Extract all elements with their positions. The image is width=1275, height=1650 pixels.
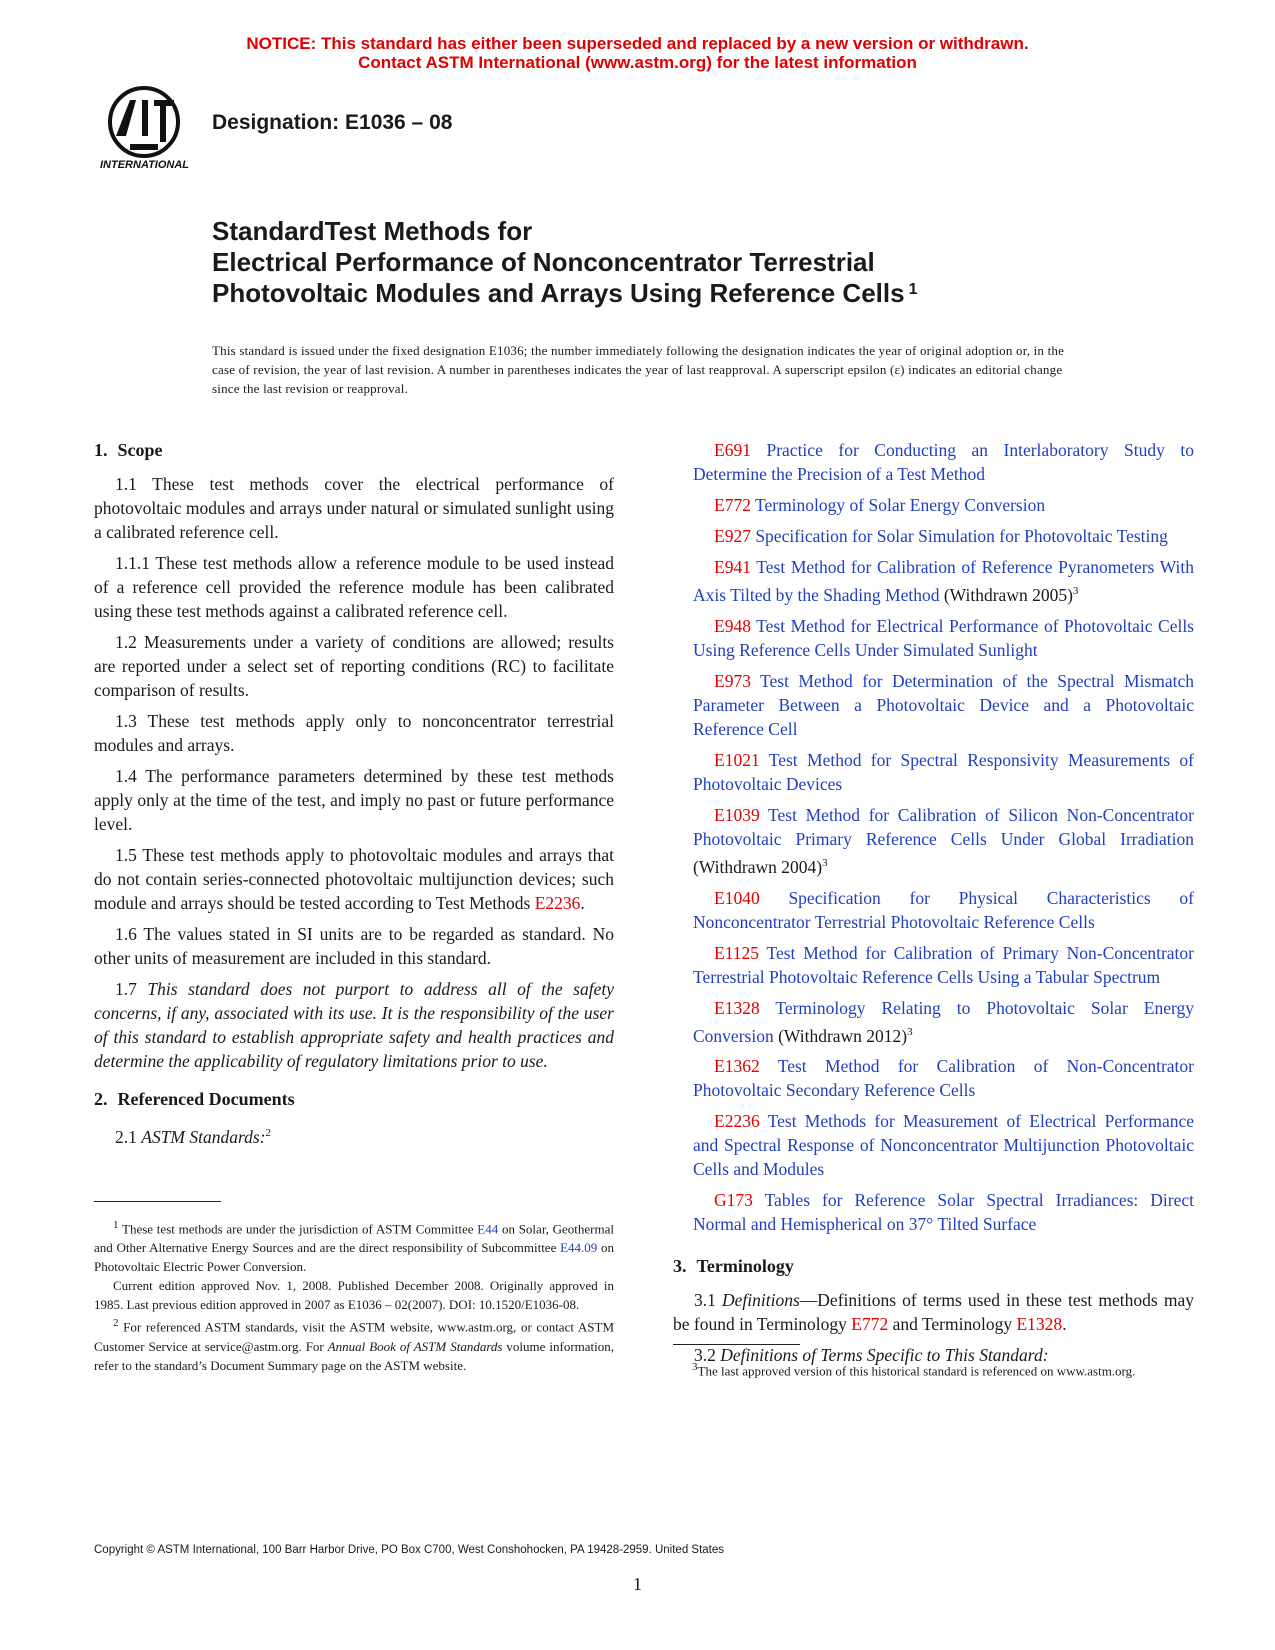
superseded-notice (0, 34, 1275, 72)
para-1-5 (94, 843, 614, 915)
title-line-1: StandardTest Methods for (212, 216, 533, 246)
para-3-2-text: Definitions of Terms Specific to This Standard: (720, 1345, 1049, 1366)
footnotes-right (673, 1358, 1194, 1380)
left-column (94, 438, 614, 1156)
standard-ref-item (673, 555, 1194, 607)
section-2-number: 2. (94, 1089, 108, 1109)
standard-ref-item (673, 803, 1194, 879)
standard-title-link[interactable]: Practice for Conducting an Interlaboratory Study to Determine the Precision of a Test Method (693, 440, 1194, 484)
standard-title-link[interactable]: Test Method for Determination of the Spectral Mismatch Parameter Between a Photovoltaic Device and a Photovoltaic Reference Cell (693, 670, 1194, 739)
standard-code-link[interactable]: E691 (714, 440, 751, 460)
para-2-1-sup: 2 (265, 1127, 272, 1139)
standard-title-link[interactable]: Terminology Relating to Photovoltaic Solar Energy Conversion (693, 997, 1194, 1046)
footnote-1-mark: 1 (113, 1219, 119, 1231)
standard-code-link[interactable]: E973 (714, 670, 751, 691)
standard-ref-item (673, 524, 1194, 548)
right-column (673, 438, 1194, 1374)
title-line-2: Electrical Performance of Nonconcentrator Terrestrial (212, 247, 875, 277)
footnote-2-mark: 2 (113, 1317, 119, 1330)
standard-code-link[interactable]: E948 (714, 615, 751, 636)
astm-logo-icon (96, 86, 192, 172)
notice-line-2: Contact ASTM International (www.astm.org) for the latest information (358, 53, 917, 72)
footnote-rule-right (673, 1344, 800, 1345)
standard-ref-item (673, 996, 1194, 1048)
e1328-link[interactable]: E1328 (1016, 1314, 1063, 1335)
footnotes-left (94, 1216, 614, 1375)
para-1-2: 1.2 Measurements under a variety of conditions are allowed; results are reported under a select set of reporting conditions (RC) to facilitate comparison of results. (94, 632, 614, 700)
section-2-title: Referenced Documents (117, 1089, 295, 1109)
footnote-2 (94, 1314, 614, 1374)
intro-paragraph: This standard is issued under the fixed designation E1036; the number immediately following the designation indicates the year of original adoption or, in the case of revision, the year of last revision. A number in parentheses indicates the year of last reapproval. A superscript epsilon (ε) indicates an editorial change since the last revision or reapproval. (212, 343, 1065, 396)
standard-title-link[interactable]: Test Method for Electrical Performance of Photovoltaic Cells Using Reference Cells Under Simulated Sunlight (693, 615, 1194, 660)
para-3-1-text-b: and Terminology (888, 1314, 1017, 1335)
footnote-1-edition: Current edition approved Nov. 1, 2008. Published December 2008. Originally approved in 1985. Last previous edition approved in 2007 as E1036 – 02(2007). DOI: 10.1520/E1036-08. (94, 1278, 614, 1313)
standard-code-link[interactable]: E772 (714, 495, 751, 515)
para-3-1-num: 3.1 (694, 1290, 723, 1311)
title-footnote-mark: 1 (908, 281, 918, 298)
para-1-4: 1.4 The performance parameters determined by these test methods apply only at the time of the test, and imply no past or future performance level. (94, 766, 614, 834)
standard-code-link[interactable]: E1040 (714, 887, 760, 908)
standard-code-link[interactable]: E1328 (714, 997, 760, 1018)
standard-code-link[interactable]: E2236 (714, 1111, 760, 1132)
title-line-3 (212, 278, 917, 309)
footnote-3 (673, 1358, 1194, 1380)
standard-ref-item (673, 493, 1194, 517)
footnote-2-text-b: volume information, refer to the standard’s Document Summary page on the ASTM website. (94, 1338, 615, 1373)
section-2-heading (94, 1087, 614, 1111)
standard-title-link[interactable]: Test Method for Spectral Responsivity Measurements of Photovoltaic Devices (693, 749, 1194, 794)
standard-ref-item (673, 1109, 1194, 1181)
copyright: Copyright © ASTM International, 100 Barr Harbor Drive, PO Box C700, West Conshohocken, PA 19428-2959. United States (94, 1544, 725, 1556)
footnote-1-text-b: on Solar, Geothermal and Other Alternative Energy Sources and are the direct responsibility of Subcommittee (94, 1221, 614, 1256)
page-number: 1 (633, 1574, 642, 1594)
standard-code-link[interactable]: E941 (714, 557, 751, 577)
standard-footnote-mark: 3 (822, 856, 828, 869)
section-1-heading (94, 438, 614, 462)
standard-ref-item (673, 1188, 1194, 1236)
standard-withdrawn-note: (Withdrawn 2012) (773, 1025, 908, 1046)
footnote-3-text: The last approved version of this historical standard is referenced on www.astm.org. (697, 1363, 1136, 1379)
standard-ref-item (673, 614, 1194, 662)
section-1-number: 1. (94, 440, 108, 460)
standard-code-link[interactable]: E1125 (714, 942, 760, 963)
para-1-5-end: . (580, 893, 585, 913)
standard-code-link[interactable]: E927 (714, 526, 751, 546)
para-3-1-text-c: . (1062, 1314, 1067, 1335)
logo-text: INTERNATIONAL (100, 159, 190, 171)
standard-ref-item (673, 886, 1194, 934)
para-1-7-num: 1.7 (115, 979, 148, 999)
astm-logo (96, 86, 192, 172)
e2236-link[interactable]: E2236 (534, 893, 581, 913)
e772-link[interactable]: E772 (851, 1314, 889, 1335)
notice-line-1: NOTICE: This standard has either been superseded and replaced by a new version or withdrawn. (246, 34, 1029, 53)
standard-withdrawn-note: (Withdrawn 2005) (939, 584, 1073, 605)
footnote-3-mark: 3 (692, 1361, 698, 1373)
document-title (212, 216, 917, 309)
footnote-rule-left (94, 1201, 221, 1202)
standard-ref-item (673, 748, 1194, 796)
para-3-1-term: Definitions (722, 1290, 800, 1311)
standard-title-link[interactable]: Test Method for Calibration of Primary Non-Concentrator Terrestrial Photovoltaic Reference Cells Using a Tabular Spectrum (693, 942, 1194, 987)
standard-title-link[interactable]: Specification for Physical Characteristics of Nonconcentrator Terrestrial Photovoltaic Reference Cells (693, 887, 1194, 932)
para-3-2-num: 3.2 (694, 1345, 721, 1366)
section-3-number: 3. (673, 1256, 687, 1277)
standard-ref-item (673, 438, 1194, 486)
standard-code-link[interactable]: E1039 (714, 804, 760, 825)
para-1-6: 1.6 The values stated in SI units are to be regarded as standard. No other units of measurement are included in this standard. (94, 924, 614, 968)
standard-ref-item (673, 1054, 1194, 1102)
standard-ref-item (673, 941, 1194, 989)
footnote-1 (94, 1216, 614, 1276)
standard-title-link[interactable]: Tables for Reference Solar Spectral Irradiances: Direct Normal and Hemispherical on 37° Tilted Surface (693, 1190, 1194, 1235)
para-3-1-text-a: —Definitions of terms used in these test methods may be found in Terminology (673, 1290, 1194, 1335)
footnote-1-text-a: These test methods are under the jurisdiction of ASTM Committee (118, 1221, 478, 1237)
title-line-3-text: Photovoltaic Modules and Arrays Using Reference Cells (212, 278, 905, 308)
standard-withdrawn-note: (Withdrawn 2004) (693, 856, 823, 877)
para-1-3: 1.3 These test methods apply only to nonconcentrator terrestrial modules and arrays. (94, 711, 614, 755)
standard-title-link[interactable]: Test Methods for Measurement of Electrical Performance and Spectral Response of Nonconcentrator Multijunction Photovoltaic Cells and Modules (693, 1111, 1194, 1180)
para-1-7 (94, 977, 614, 1073)
standard-footnote-mark: 3 (1072, 585, 1079, 597)
standard-ref-item (673, 669, 1194, 741)
section-1-title: Scope (117, 440, 163, 460)
standard-title-link[interactable]: Test Method for Calibration of Non-Concentrator Photovoltaic Secondary Reference Cells (693, 1056, 1194, 1101)
e44-link[interactable]: E44 (477, 1221, 499, 1237)
para-1-5-text: 1.5 These test methods apply to photovoltaic modules and arrays that do not contain series-connected photovoltaic multijunction devices; such module and arrays should be tested according to Test Methods (94, 845, 614, 913)
standards-list (673, 438, 1194, 1236)
para-2-1-text: ASTM Standards: (141, 1126, 266, 1147)
standard-code-link[interactable]: E1021 (714, 749, 760, 770)
section-3-heading (673, 1254, 1194, 1278)
standard-title-link[interactable]: Test Method for Calibration of Reference Pyranometers With Axis Tilted by the Shading Method (693, 557, 1194, 605)
standard-footnote-mark: 3 (907, 1025, 913, 1038)
standard-title-link[interactable]: Specification for Solar Simulation for Photovoltaic Testing (750, 526, 1168, 546)
para-2-1-num: 2.1 (115, 1126, 142, 1147)
standard-code-link[interactable]: G173 (714, 1190, 753, 1211)
para-2-1 (94, 1121, 614, 1149)
footnote-2-text-a: For referenced ASTM standards, visit the ASTM website, www.astm.org, or contact ASTM Customer Service at service@astm.org. For (94, 1319, 614, 1354)
section-3-title: Terminology (696, 1256, 794, 1277)
footnote-2-italic: Annual Book of ASTM Standards (327, 1338, 503, 1354)
footnote-1-text-c: on Photovoltaic Electric Power Conversion. (94, 1240, 614, 1275)
para-1-7-text: This standard does not purport to address all of the safety concerns, if any, associated with its use. It is the responsibility of the user of this standard to establish appropriate safety and health practices and determine the applicability of regulatory limitations prior to use. (94, 979, 615, 1071)
para-3-1 (673, 1288, 1194, 1336)
standard-title-link[interactable]: Terminology of Solar Energy Conversion (750, 495, 1046, 515)
para-1-1-1: 1.1.1 These test methods allow a reference module to be used instead of a reference cell provided the reference module has been calibrated using these test methods against a calibrated reference cell. (94, 553, 614, 621)
standard-code-link[interactable]: E1362 (714, 1056, 760, 1077)
standard-title-link[interactable]: Test Method for Calibration of Silicon Non-Concentrator Photovoltaic Primary Reference Cells Under Global Irradiation (693, 804, 1194, 849)
para-1-1: 1.1 These test methods cover the electrical performance of photovoltaic modules and arrays under natural or simulated sunlight using a calibrated reference cell. (94, 474, 614, 542)
e44-09-link[interactable]: E44.09 (560, 1240, 598, 1256)
designation: Designation: E1036 – 08 (212, 111, 453, 134)
